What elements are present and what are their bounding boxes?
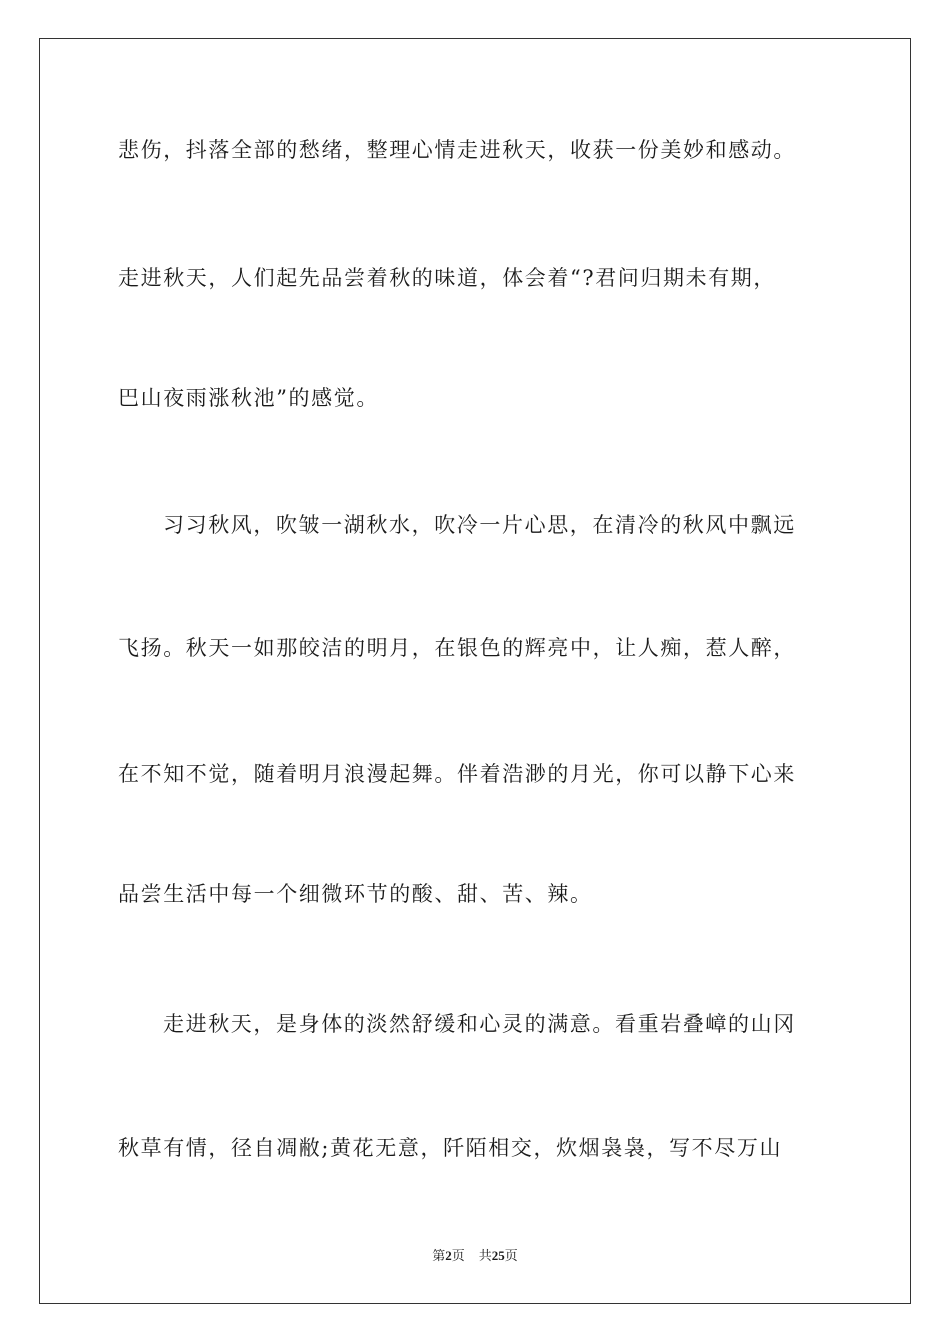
total-pages: 25 xyxy=(491,1248,505,1263)
page-prefix: 第 xyxy=(432,1249,446,1264)
paragraph-first-line: 习习秋风，吹皱一湖秋水，吹冷一片心思，在清冷的秋风中飘远 xyxy=(163,513,796,537)
text-line: 悲伤，抖落全部的愁绪，整理心情走进秋天，收获一份美妙和感动。 xyxy=(118,138,796,162)
total-suffix: 页 xyxy=(504,1249,518,1264)
text-line: 飞扬。秋天一如那皎洁的明月，在银色的辉亮中，让人痴，惹人醉， xyxy=(118,636,796,660)
page-footer xyxy=(0,1247,950,1266)
text-line: 秋草有情，径自凋敝;黄花无意，阡陌相交，炊烟袅袅，写不尽万山 xyxy=(118,1136,783,1160)
text-line: 走进秋天，人们起先品尝着秋的味道，体会着“?君问归期未有期， xyxy=(118,266,776,290)
text-line: 巴山夜雨涨秋池”的感觉。 xyxy=(118,386,379,410)
text-line: 品尝生活中每一个细微环节的酸、甜、苦、辣。 xyxy=(118,882,593,906)
total-prefix: 共 xyxy=(478,1249,492,1264)
page-border xyxy=(39,38,911,1304)
text-line: 在不知不觉，随着明月浪漫起舞。伴着浩渺的月光，你可以静下心来 xyxy=(118,762,796,786)
paragraph-first-line: 走进秋天，是身体的淡然舒缓和心灵的满意。看重岩叠嶂的山冈 xyxy=(163,1012,796,1036)
page-suffix: 页 xyxy=(451,1249,465,1264)
page-number: 2 xyxy=(445,1248,452,1263)
